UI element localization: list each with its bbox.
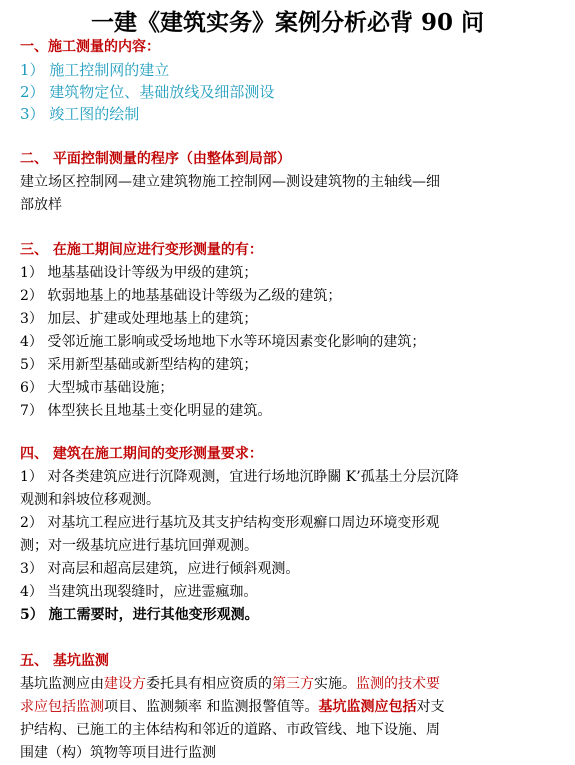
section-5-heading: 五、 基坑监测: [20, 653, 109, 669]
page-title: 一建《建筑实务》案例分析必背 90 问: [90, 9, 485, 36]
section-3-item: 5） 采用新型基础或新型结构的建筑；: [20, 357, 258, 373]
section-3-item: 7） 体型狭长且地基土变化明显的建筑。: [20, 403, 272, 419]
text-run: 委托具有相应资质的: [146, 676, 272, 692]
section-2-heading: 二、 平面控制测量的程序（由整体到局部）: [20, 151, 291, 167]
section-3-item: 3） 加层、扩建或处理地基上的建筑；: [20, 311, 258, 327]
section-3-item: 6） 大型城市基础设施；: [20, 380, 174, 396]
section-4-text: 1） 对各类建筑应进行沉降观测，宜进行场地沉睁關 K’孤基土分层沉降: [20, 469, 459, 485]
section-2-text: 部放样: [20, 197, 62, 213]
text-run: 实施。: [314, 676, 356, 692]
section-1-heading: 一、施工测量的内容：: [20, 39, 160, 55]
text-run: 基坑监测应包括: [318, 699, 417, 715]
section-3-item: 1） 地基基础设计等级为甲级的建筑；: [20, 265, 258, 281]
section-4-text: 测；对一级基坑应进行基坑回弹观测。: [20, 538, 258, 554]
section-4-heading: 四、 建筑在施工期间的变形测量要求：: [20, 446, 263, 462]
section-5-line: [20, 696, 568, 718]
text-run: 对支: [416, 699, 445, 715]
text-run: 监测的技术要: [356, 676, 440, 692]
section-5-line: [20, 673, 568, 695]
section-3-item: 4） 受邻近施工影响或受场地地下水等环境因素变化影响的建筑；: [20, 334, 426, 350]
section-3-heading: 三、 在施工期间应进行变形测量的有：: [20, 242, 263, 258]
text-run: 求应包括监测: [20, 699, 104, 715]
text-run: 建设方: [104, 676, 146, 692]
section-5-line: 护结构、已施工的主体结构和邻近的道路、市政管线、地下设施、周: [20, 722, 440, 738]
section-1-item: 3） 竣工图的绘制: [20, 105, 140, 123]
section-1-item: 2） 建筑物定位、基础放线及细部测设: [20, 83, 275, 101]
section-3-item: 2） 软弱地基上的地基基础设计等级为乙级的建筑；: [20, 288, 342, 304]
text-run: 项目、监测频率 和监测报警值等。: [104, 699, 319, 715]
text-run: 第三方: [272, 676, 314, 692]
section-4-text: 2） 对基坑工程应进行基坑及其支护结构变形观癬口周边环境变形观: [20, 515, 440, 531]
text-run: 基坑监测应由: [20, 676, 104, 692]
section-4-bold-text: 5） 施工需要时，进行其他变形观测。: [20, 607, 259, 623]
section-4-text: 4） 当建筑出现裂缝时，应进霊瘋珈。: [20, 584, 258, 600]
section-5-line: 围建（构）筑物等项目进行监测: [20, 745, 216, 761]
section-4-text: 3） 对高层和超高层建筑，应进行倾斜观测。: [20, 561, 300, 577]
section-1-item: 1） 施工控制网的建立: [20, 61, 170, 79]
section-4-text: 观测和斜坡位移观测。: [20, 492, 160, 508]
section-2-text: 建立场区控制网—建立建筑物施工控制网—测设建筑物的主轴线—细: [20, 174, 440, 190]
